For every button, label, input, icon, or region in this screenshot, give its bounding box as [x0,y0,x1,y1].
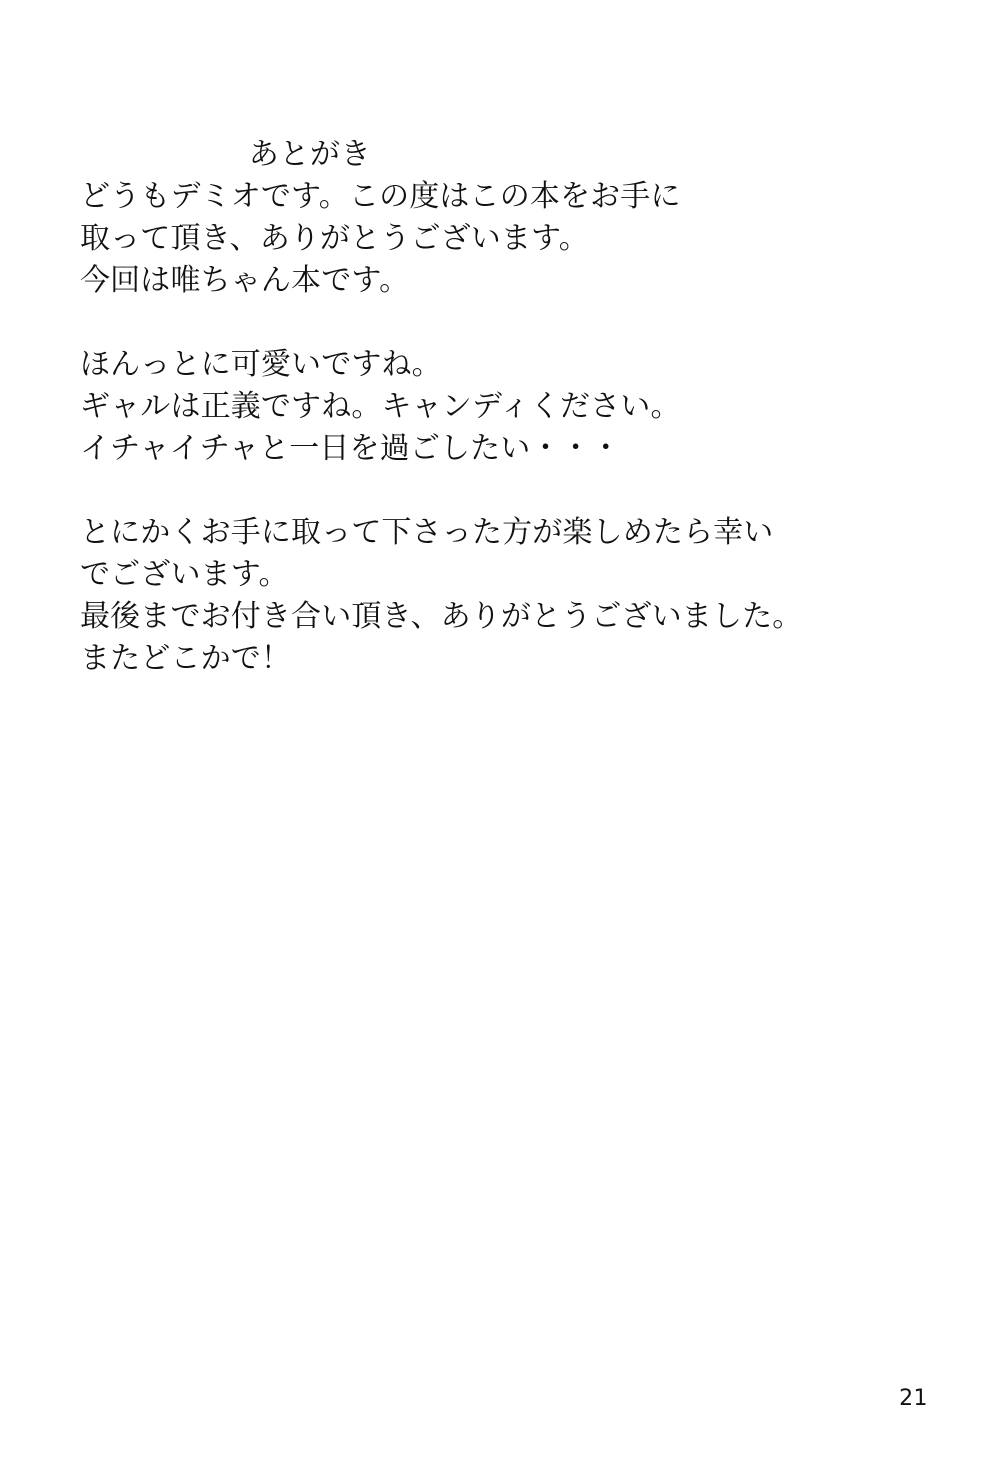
text-line: ギャルは正義ですね。キャンディください。 [80,389,681,424]
text-line: 今回は唯ちゃん本です。 [80,263,410,298]
text-line: 取って頂き、ありがとうございます。 [80,221,589,256]
text-line: 最後までお付き合い頂き、ありがとうございました。 [80,599,803,634]
text-line: とにかくお手に取って下さった方が楽しめたら幸い [80,515,774,550]
paragraph-intro [80,176,960,302]
page-number: 21 [899,1386,928,1411]
text-line: どうもデミオです。この度はこの本をお手に [80,179,681,214]
text-line: でございます。 [80,557,289,592]
paragraph-spacer [80,302,960,344]
paragraph-middle [80,344,960,470]
text-line: イチャイチャと一日を過ごしたい・・・ [80,431,621,466]
text-line: またどこかで！ [80,641,292,676]
afterword-block [80,137,960,680]
text-line: ほんっとに可愛いですね。 [80,347,442,382]
paragraph-spacer [80,470,960,512]
paragraph-closing [80,512,960,680]
page-title: あとがき [248,137,372,172]
